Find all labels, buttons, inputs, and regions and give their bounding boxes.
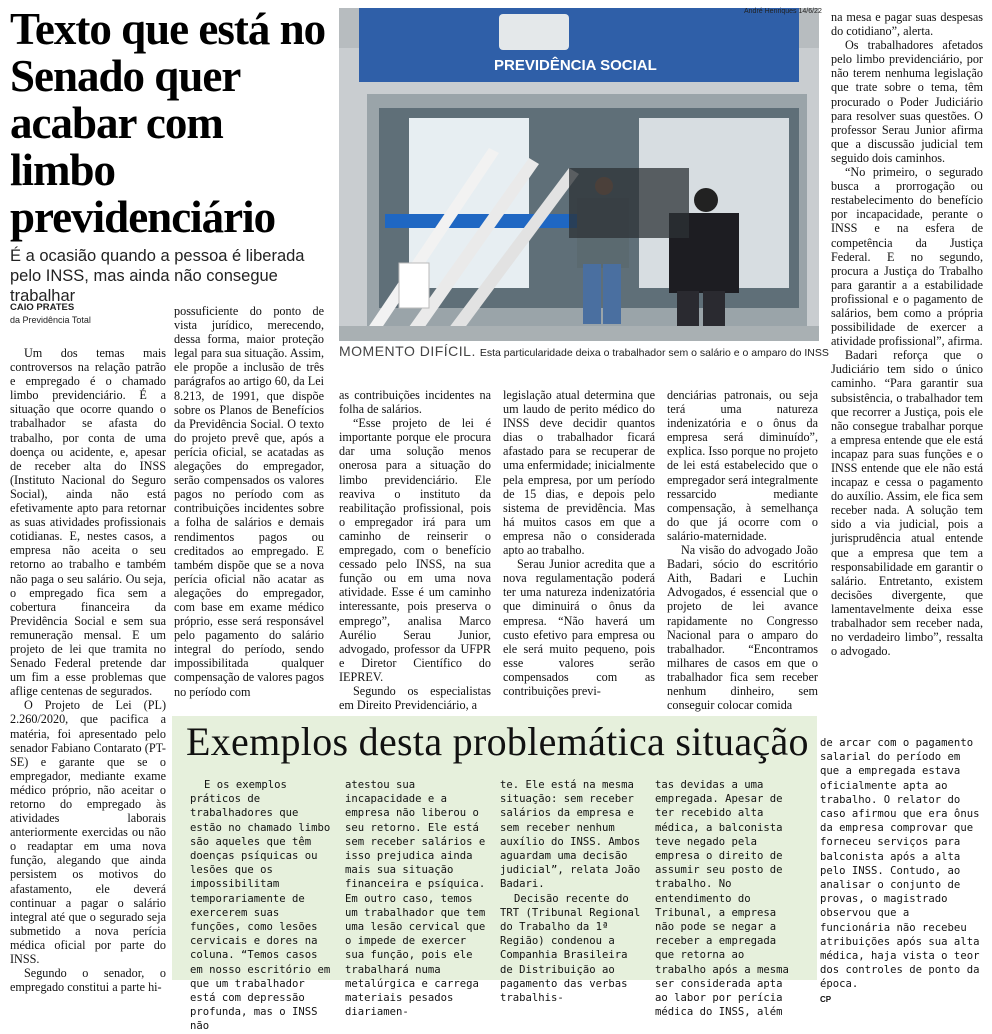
paragraph: E os exemplos práticos de trabalhadores que estão no chamado limbo são aqueles que têm doenças psíquicas ou lesões que os impossibilitam temporariamente de exercerem suas funções, como lesões cervicais e dores na coluna. “Temos casos em nosso escritório em que um trabalhador está com depressão profunda, mas o INSS não: [190, 779, 331, 1033]
paragraph: na mesa e pagar suas despesas do cotidiano”, alerta.: [831, 10, 983, 39]
article-column-1: [10, 346, 166, 994]
paragraph: as contribuições incidentes na folha de salários.: [339, 388, 491, 417]
paragraph: denciárias patronais, ou seja terá uma natureza indenizatória e o ônus da empresa será diminuído”, explica. Isso porque no projeto de lei está estabelecido que o empregador será integralmente ressarcido mediante compensação, à semelhança do que já ocorre com o salário-maternidade.: [667, 388, 818, 543]
author-affiliation: da Previdência Total: [10, 315, 91, 325]
sidebar-column-3: [500, 778, 645, 1005]
sidebar-column-2: [345, 778, 490, 1019]
paragraph: legislação atual determina que um laudo de perito médico do INSS deve decidir quantos dias o trabalhador ficará afastado para se recuperar de uma enfermidade; inicialmente pela empresa, por um período de 15 dias, e depois pelo sistema de previdência. Mas há muitos casos em que a empresa não o considerada apto ao trabalho.: [503, 388, 655, 558]
caption-text: Esta particularidade deixa o trabalhador sem o salário e o amparo do INSS: [479, 347, 829, 359]
photo-caption: [339, 344, 829, 360]
paragraph: Segundo o senador, o empregado constitui a parte hi-: [10, 966, 166, 995]
sidebar-column-1: [190, 778, 335, 1034]
sidebar-column-4: [655, 778, 800, 1019]
paragraph: Badari reforça que o Judiciário tem sido o único caminho. “Para garantir sua subsistência, o trabalhador tem que recorrer a Justiça, pois ele não consegue trabalhar porque a empresa entende que ele está incapaz para suas funções e o INSS entende que ele não está incapaz e cessa o pagamento do auxílio. Assim, ele fica sem receber nada. A solução tem sido a via judicial, pois a jurisprudência atual entende que a empresa que tem a responsabilidade em garantir o salário. Entretanto, existem decisões divergente, que lamentavelmente deixa esse trabalhador sem receber nada, no verdadeiro limbo”, ressalta o advogado.: [831, 348, 983, 659]
paragraph: “Esse projeto de lei é importante porque ele procura dar uma solução menos onerosa para a situação do limbo previdenciário. Ele reaviva o instituto da reabilitação profissional, pois o empregador irá para um caminho de reinserir o empregado, com o benefício cessado pelo INSS, na sua função ou em uma nova atividade. Esse é um caminho interessante, pois preserva o emprego”, analisa Marco Aurélio Serau Junior, advogado, professor da UFPR e Diretor Científico do IEPREV.: [339, 416, 491, 684]
paragraph: Os trabalhadores afetados pelo limbo previdenciário, por não terem nenhuma legislação que trate sobre o tema, têm procurado o Poder Judiciário para resolver suas questões. O professor Serau Junior afirma que a discussão judicial tem seguido dois caminhos.: [831, 38, 983, 165]
paragraph: tas devidas a uma empregada. Apesar de ter recebido alta médica, a balconista teve negado pela empresa o direito de assumir seu posto de trabalho. No entendimento do Tribunal, a empresa não pode se negar a receber a empregada que retorna ao trabalho após a mesma ser considerada apta ao labor por perícia médica do INSS, além: [655, 779, 789, 1019]
paragraph: O Projeto de Lei (PL) 2.260/2020, que pacifica a matéria, foi apresentado pelo senador Fabiano Contarato (PT-SE) e garante que se o empregador, mediante exame médico próprio, não aceitar o retorno do empregado às atividades laborais anteriormente exercidas ou não o readaptar em uma nova função, alegando que ainda persistem os motivos do afastamento, ele deverá continuar a pagar o salário integral até que o segurado seja submetido a nova perícia médica oficial por parte do INSS.: [10, 698, 166, 967]
sidebar-signoff: CP: [820, 994, 832, 1004]
article-column-3: [339, 388, 491, 712]
caption-label: MOMENTO DIFÍCIL.: [339, 343, 476, 359]
paragraph: “No primeiro, o segurado busca a prorrogação ou restabelecimento do benefício por incapacidade, perante o INSS e na esfera de competência da Justiça Federal. E no segundo, procura a Justiça do Trabalho para garantir a a estabilidade profissional e o pagamento de salários, bem como a própria possibilidade de exercer a atividade profissional”, afirma.: [831, 165, 983, 349]
headline: Texto que está no Senado quer acabar com limbo previdenciário: [10, 4, 326, 242]
paragraph: Decisão recente do TRT (Tribunal Regional do Trabalho da 1ª Região) condenou a Companhia Brasileira de Distribuição ao pagamento das verbas trabalhis-: [500, 892, 641, 1005]
building-sign: PREVIDÊNCIA SOCIAL: [494, 57, 657, 74]
sidebar-title: Exemplos desta problemática situação: [186, 719, 809, 764]
paragraph: Um dos temas mais controversos na relação patrão e empregado é o chamado limbo previdenciário. É a situação que ocorre quando o trabalhador se afasta do trabalho, por conta de uma doença ou acidente, e, apesar de receber alta do INSS (Instituto Nacional do Seguro Social), ainda não está efetivamente apto para retornar as suas atividades profissionais cotidianas. E, nestes casos, a empresa não aceita o seu retorno ao trabalho e também não paga o seu salário. Ou seja, o empregado fica sem a cobertura financeira da Previdência Social e sem sua remuneração mensal. E um projeto de lei que tramita no Senado Federal pretende dar um fim a esse problemas que aflige centenas de segurados.: [10, 346, 166, 699]
paragraph: de arcar com o pagamento salarial do período em que a empregada estava oficialmente apta ao trabalho. O relator do caso afirmou que era ônus da empresa comprovar que forneceu serviços para balconista após a alta pelo INSS. Contudo, ao analisar o conjunto de provas, o magistrado observou que a funcionária não recebeu atribuições após sua alta médica, haja vista o teor dos controles de ponto da época.: [820, 737, 980, 991]
news-photo: [339, 8, 819, 341]
paragraph: atestou sua incapacidade e a empresa não liberou o seu retorno. Ele está sem receber salários e isso prejudica ainda mais sua situação financeira e psíquica. Em outro caso, temos um trabalhador que tem uma lesão cervical que o impede de exercer sua função, pois ele trabalhará numa metalúrgica e carrega materiais pesados diariamen-: [345, 779, 486, 1019]
article-column-6: [831, 10, 983, 658]
deck: É a ocasião quando a pessoa é liberada pelo INSS, mas ainda não consegue trabalhar: [10, 247, 305, 305]
paragraph: te. Ele está na mesma situação: sem receber salários da empresa e sem receber nenhum auxílio do INSS. Ambos aguardam uma decisão judicial”, relata João Badari.: [500, 779, 641, 891]
photo-credit: André Henriques 14/6/22: [744, 8, 822, 15]
article-column-4: [503, 388, 655, 698]
paragraph: Segundo os especialistas em Direito Previdenciário, a: [339, 683, 491, 713]
sidebar-column-5: [820, 736, 980, 1007]
article-column-5: [667, 388, 818, 712]
paragraph: possuficiente do ponto de vista jurídico, merecendo, dessa forma, maior proteção legal para sua situação. Assim, ele propõe a inclusão de três parágrafos ao artigo 60, da Lei 8.213, de 1991, que dispõe sobre os Planos de Benefícios da Previdência Social. O texto do projeto prevê que, após a perícia oficial, se acatadas as alegações do empregador, serão compensados os valores pagos no período com as contribuições incidentes sobre a folha de salários e demais rendimentos pagos ou creditados ao empregado. E também dispõe que se a nova perícia oficial não acatar as alegações do empregador, com base em exame médico próprio, esse será responsável pelo pagamento do salário integral do período, sendo impossibilitada qualquer compensação de valores pagos no período com: [174, 304, 324, 699]
photo-illustration: [339, 8, 819, 341]
byline: [10, 302, 91, 326]
author-name: CAIO PRATES: [10, 302, 75, 313]
paragraph: Na visão do advogado João Badari, sócio do escritório Aith, Badari e Luchin Advogados, é essencial que o projeto de lei avance rapidamente no Congresso Nacional para o amparo do trabalhador. “Encontramos milhares de casos em que o trabalhador fica sem receber nenhum dinheiro, sem conseguir colocar comida: [667, 543, 818, 713]
paragraph: Serau Junior acredita que a nova regulamentação poderá ter uma natureza indenizatória que diminuirá o ônus da empresa. “Não haverá um custo efetivo para empresa ou ele será muito pequeno, pois esse valores serão compensados com as contribuições previ-: [503, 557, 655, 698]
article-column-2: [174, 304, 324, 699]
